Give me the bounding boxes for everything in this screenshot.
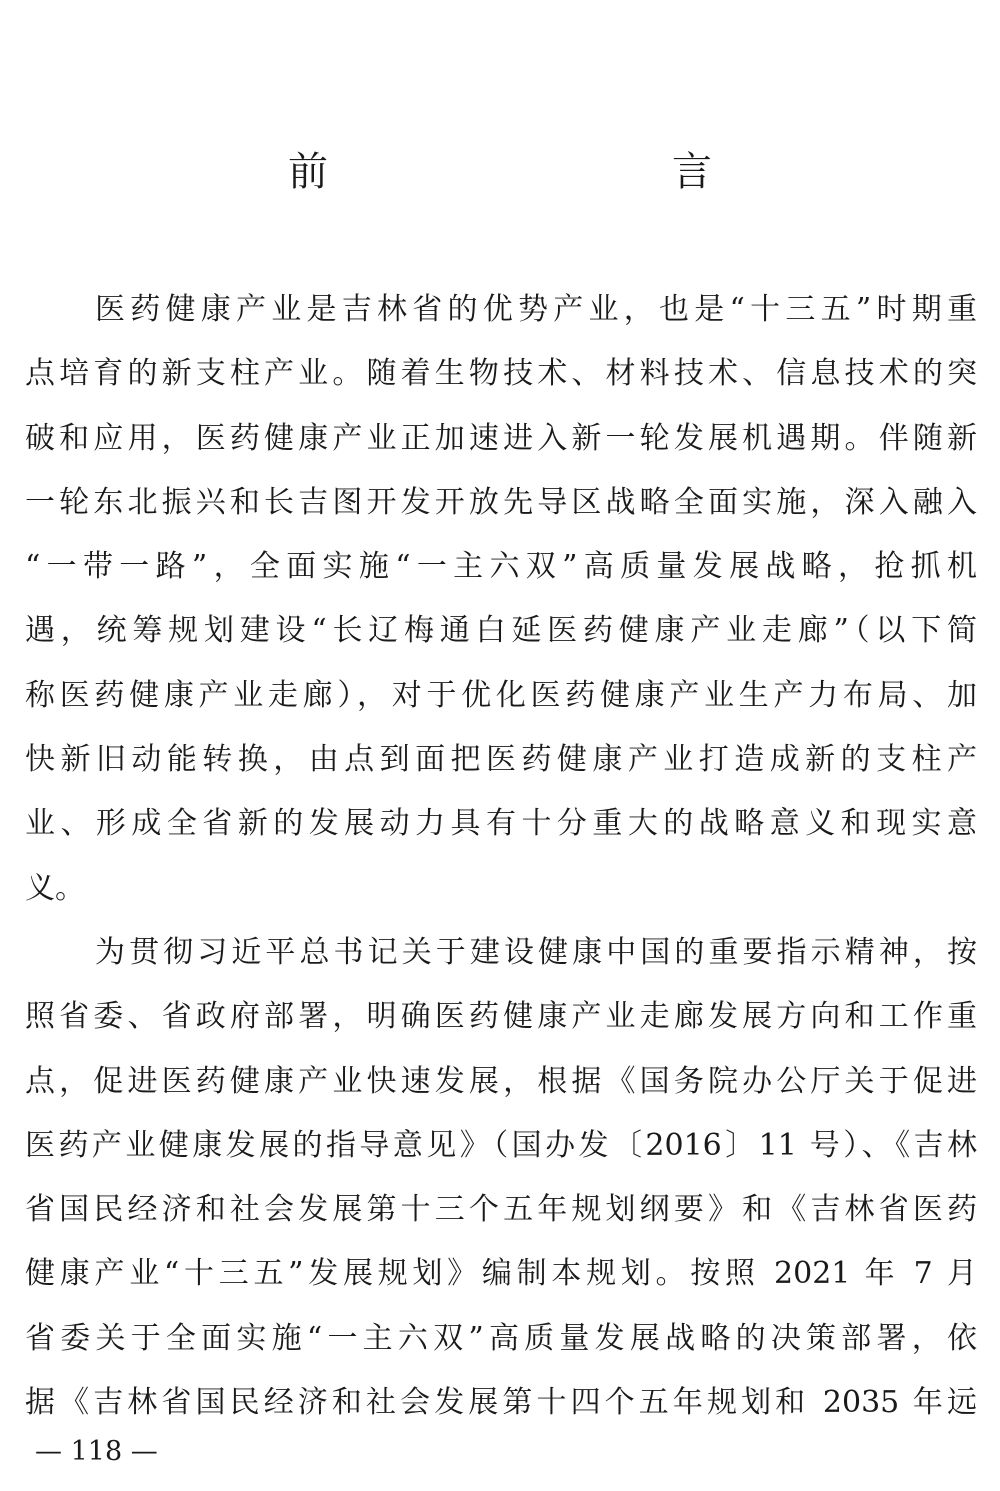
text-line: 省国民经济和社会发展第十三个五年规划纲要》和《吉林省医药 — [25, 1192, 977, 1228]
text-line: 一轮东北振兴和长吉图开发开放先导区战略全面实施，深入融入 — [25, 484, 977, 520]
text-line: 点，促进医药健康产业快速发展，根据《国务院办公厅关于促进 — [25, 1063, 977, 1099]
page-number: — 118 — — [35, 1436, 158, 1467]
text-line: 遇，统筹规划建设“长辽梅通白延医药健康产业走廊”（以下简 — [25, 613, 977, 649]
text-line: 义。 — [25, 870, 85, 906]
text-line: 为贯彻习近平总书记关于建设健康中国的重要指示精神，按 — [95, 934, 977, 970]
text-line: 照省委、省政府部署，明确医药健康产业走廊发展方向和工作重 — [25, 999, 977, 1035]
text-line: 快新旧动能转换，由点到面把医药健康产业打造成新的支柱产 — [25, 742, 977, 778]
text-line: 破和应用，医药健康产业正加速进入新一轮发展机遇期。伴随新 — [25, 420, 977, 456]
text-line: 业、形成全省新的发展动力具有十分重大的战略意义和现实意 — [25, 806, 977, 842]
text-line: “一带一路”，全面实施“一主六双”高质量发展战略，抢抓机 — [25, 549, 977, 585]
text-line: 称医药健康产业走廊），对于优化医药健康产业生产力布局、加 — [25, 677, 977, 713]
text-line: 健康产业“十三五”发展规划》编制本规划。按照 2021 年 7 月 — [25, 1256, 977, 1292]
text-line: 据《吉林省国民经济和社会发展第十四个五年规划和 2035 年远 — [25, 1385, 977, 1421]
text-line: 省委关于全面实施“一主六双”高质量发展战略的决策部署，依 — [25, 1320, 977, 1356]
body-text — [25, 278, 977, 1435]
text-line: 医药产业健康发展的指导意见》（国办发〔2016〕11 号）、《吉林 — [25, 1127, 977, 1163]
text-line: 点培育的新支柱产业。随着生物技术、材料技术、信息技术的突 — [25, 356, 977, 392]
text-line: 医药健康产业是吉林省的优势产业，也是“十三五”时期重 — [95, 292, 977, 327]
page-title: 前 言 — [288, 149, 800, 195]
